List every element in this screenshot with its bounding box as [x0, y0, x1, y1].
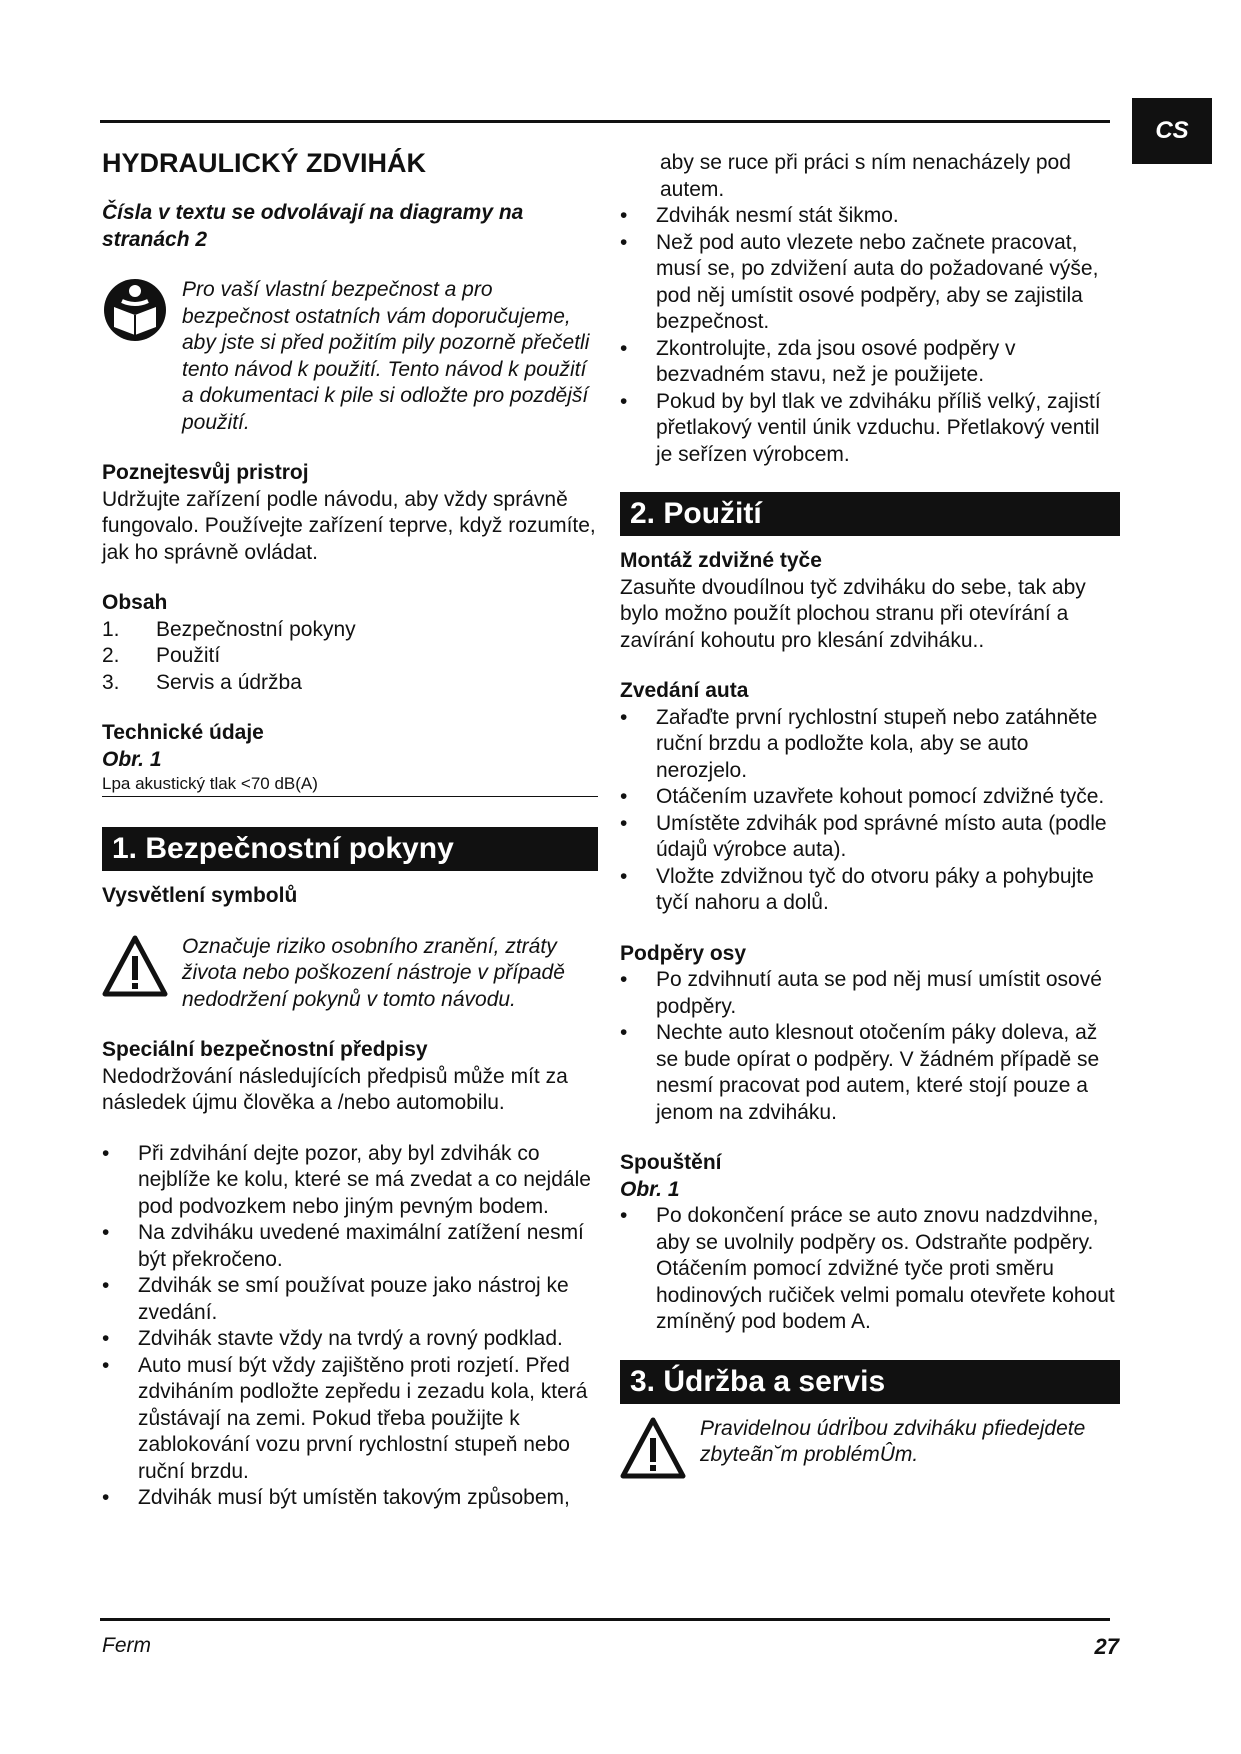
list-item — [102, 643, 598, 670]
footer-brand: Ferm — [102, 1634, 151, 1657]
symbols-heading: Vysvětlení symbolů — [102, 884, 298, 907]
tech-spec-line: Lpa akustický tlak <70 dB(A) — [102, 773, 598, 797]
list-item: • Po zdvihnutí auta se pod něj musí umístit osové podpěry. — [620, 967, 1120, 1020]
list-item: • Zdvihák stavte vždy na tvrdý a rovný podklad. — [102, 1326, 598, 1353]
language-tab: CS — [1132, 98, 1212, 164]
list-item: • Než pod auto vlezete nebo začnete pracovat, musí se, po zdvižení auta do požadované výše, pod něj umístit osové podpěry, aby se zajistila bezpečnost. — [620, 230, 1120, 336]
lift-heading: Zvedání auta — [620, 679, 749, 702]
list-item-number: 3. — [102, 670, 120, 694]
know-device-text: Udržujte zařízení podle návodu, aby vždy správně fungovalo. Používejte zařízení teprve, když rozumíte, jak ho správně ovládat. — [102, 487, 596, 564]
mount-heading: Montáž zdvižné tyče — [620, 549, 822, 572]
warning-icon — [620, 1416, 686, 1482]
list-item: • Zdvihák se smí používat pouze jako nástroj ke zvedání. — [102, 1273, 598, 1326]
list-item: • Zkontrolujte, zda jsou osové podpěry v bezvadném stavu, než je použijete. — [620, 336, 1120, 389]
warning-note-text: Označuje riziko osobního zranění, ztráty života nebo poškození nástroje v případě nedodržení pokynů v tomto návodu. — [182, 934, 565, 1011]
list-item-label: Bezpečnostní pokyny — [156, 617, 356, 641]
list-item: • Nechte auto klesnout otočením páky doleva, až se bude opírat o podpěry. V žádném případě se nesmí pracovat pod autem, které stojí pouze a jenom na zdviháku. — [620, 1020, 1120, 1126]
maintenance-warning-note — [620, 1416, 1120, 1482]
special-rules-heading: Speciální bezpečnostní předpisy — [102, 1038, 428, 1061]
safety-bullets-left — [102, 1141, 598, 1512]
contents-list — [102, 617, 598, 697]
know-device-heading: Poznejtesvůj pristroj — [102, 461, 309, 484]
bottom-rule — [100, 1618, 1110, 1621]
top-rule — [100, 120, 1110, 123]
list-item: • Zdvihák musí být umístěn takovým způsobem, — [102, 1485, 598, 1512]
warning-note — [102, 934, 598, 1014]
section-2-title: 2. Použití — [620, 492, 1120, 536]
mount-text: Zasuňte dvoudílnou tyč zdviháku do sebe, tak aby bylo možno použít plochou stranu při otevírání a zavírání kohoutu pro klesání zdviháku.. — [620, 575, 1086, 652]
list-item: • Po dokončení práce se auto znovu nadzdvihne, aby se uvolnily podpěry os. Odstraňte podpěry. Otáčením pomocí zdvižné tyče proti směru hodinových ručiček velmi pomalu otevřete kohout zmíněný pod bodem A. — [620, 1203, 1120, 1336]
page-number: 27 — [1094, 1634, 1119, 1659]
list-item: • Zařaďte první rychlostní stupeň nebo zatáhněte ruční brzdu a podložte kola, aby se auto nerozjelo. — [620, 705, 1120, 785]
list-item — [102, 670, 598, 697]
list-item: • Na zdviháku uvedené maximální zatížení nesmí být překročeno. — [102, 1220, 598, 1273]
section-1-title: 1. Bezpečnostní pokyny — [102, 827, 598, 871]
list-item-number: 1. — [102, 617, 120, 641]
warning-icon — [102, 934, 168, 1000]
list-item-number: 2. — [102, 644, 120, 667]
page-title: HYDRAULICKÝ ZDVIHÁK — [102, 148, 426, 178]
axle-heading: Podpěry osy — [620, 941, 747, 965]
special-rules-text: Nedodržování následujících předpisů může mít za následek újmu člověka a /nebo automobilu. — [102, 1064, 568, 1114]
list-item: • Otáčením uzavřete kohout pomocí zdvižné tyče. — [620, 784, 1120, 811]
list-item — [102, 617, 598, 644]
list-item-label: Servis a údržba — [156, 670, 302, 694]
list-item: • Při zdvihání dejte pozor, aby byl zdvihák co nejblíže ke kolu, které se má zvedat a co nejdále pod podvozkem nebo jiným pevným bodem. — [102, 1141, 598, 1221]
safety-bullets-right — [620, 203, 1120, 468]
intro-note — [102, 277, 598, 436]
list-item: • Vložte zdvižnou tyč do otvoru páky a pohybujte tyčí nahoru a dolů. — [620, 864, 1120, 917]
left-column — [102, 146, 598, 1512]
section-3-title: 3. Údržba a servis — [620, 1360, 1120, 1404]
maintenance-warning-text: Pravidelnou údrÏbou zdviháku pfiedejdete zbyteãn˘m problémÛm. — [700, 1416, 1086, 1466]
list-item: • Umístěte zdvihák pod správné místo auta (podle údajů výrobce auta). — [620, 811, 1120, 864]
subtitle: Čísla v textu se odvolávají na diagramy na stranách 2 — [102, 201, 524, 251]
tech-heading: Technické údaje — [102, 721, 264, 744]
right-column — [620, 150, 1120, 1482]
read-manual-icon — [102, 277, 168, 343]
lower-fig-ref: Obr. 1 — [620, 1177, 680, 1201]
list-item: • Auto musí být vždy zajištěno proti rozjetí. Před zdviháním podložte zepředu i zezadu kola, která zůstávají na zemi. Pokud třeba použijte k zablokování vozu první rychlostní stupeň nebo ruční brzdu. — [102, 1353, 598, 1486]
list-item: • Zdvihák nesmí stát šikmo. — [620, 203, 1120, 230]
contents-heading: Obsah — [102, 591, 168, 614]
list-item: • Pokud by byl tlak ve zdviháku příliš velký, zajistí přetlakový ventil únik vzduchu. Přetlakový ventil je seřízen výrobcem. — [620, 389, 1120, 469]
lower-heading: Spouštění — [620, 1151, 722, 1174]
bullet-continuation: aby se ruce při práci s ním nenacházely pod autem. — [660, 151, 1071, 201]
tech-fig-ref: Obr. 1 — [102, 747, 162, 771]
intro-note-text: Pro vaší vlastní bezpečnost a pro bezpečnost ostatních vám doporučujeme, aby jste si před požitím pily pozorně přečetli tento návod k použití. Tento návod k použití a dokumentaci k pile si odložte pro pozdější použití. — [182, 278, 590, 434]
axle-bullets — [620, 967, 1120, 1126]
lift-bullets — [620, 705, 1120, 917]
list-item-label: Použití — [156, 644, 221, 667]
lower-bullets — [620, 1203, 1120, 1336]
